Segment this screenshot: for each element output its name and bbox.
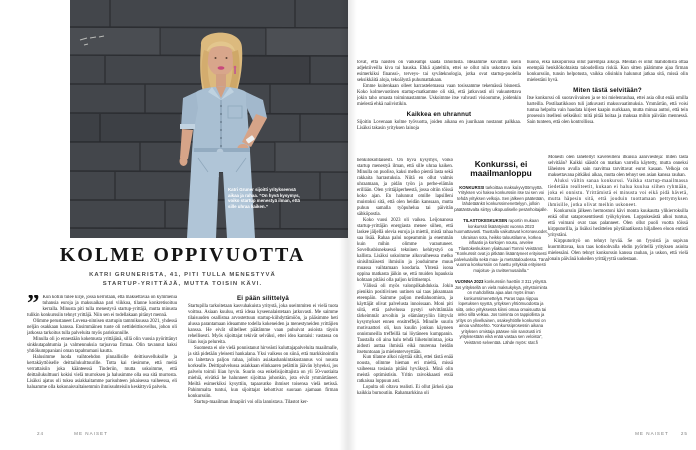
body-paragraph: Kun tilanne alkoi näyttää siltä, ettei tästä enää nousta, olimme hieman eri mieltä, missä vaiheessa tosiasia pitäisi hyväksyä. Minä olin meistä optimistisin. Yritin raivokkaasti etsiä ratkaisua loppuun asti. <box>357 355 453 385</box>
body-paragraph: Kun kotiin tulee kirje, jossa kerrotaan, että maksettavaa on kymmeniä tuhansia euroja ja maksuaikaa pari viikkoa, tilanne konkretisoituu kerralla. Minusta piti tulla menestyvä startup-yrittäjä, mutta minusta tulikin konkurssiin tehnyt yrittäjä. Niin sen ei todellakaan pitänyt mennä. <box>27 295 177 318</box>
left-page-footer <box>37 431 108 436</box>
katri-gruner-photo <box>70 0 348 238</box>
article-subtitle <box>20 271 345 290</box>
photo-illustration <box>70 0 348 238</box>
section-heading: Kaikkea en uhrannut <box>406 110 472 118</box>
body-paragraph: Olimme perustaneet Lovena-nimisen startupin tammikuussa 2021, yhdessä neljän osakkaan kanssa. Ensimmäinen tuote oli nettideittisovellus, johon oli jatkossa tarkoitus tulla palveluita myös pariskunnille. <box>27 318 177 336</box>
body-paragraph: Itse konkurssi oli suoraviivainen ja se toi mielenrauhaa, ettei asia ollut enää omilla harteilla. Postilaatikkoon tuli jatkuvasti maksuvaatimuksia. Ymmärrän, että voisi tuntua helpolta vain haudata kirjeet kaapin nurkkaan, mutta minua auttoi, että tein prosessin itselleni selkeäksi: mitä pitää hoitaa ja maksaa mihin päivään mennessä. Sain tunteen, että olen kontrollissa. <box>527 96 688 126</box>
photo-caption: Katri Gruner sijoitti yritykseensä aikaa ja rahaa. ”On hyvä kysymys, voiko startup menestyä ilman, että sille uhraa kaiken.” <box>228 187 300 210</box>
bankruptcy-infobox <box>454 160 548 351</box>
left-page-column-2 <box>188 295 338 429</box>
body-paragraph: Monesti olen lähetellyt kavereilleni itkuisia ääniviestejä: miten tästä selvitään? Kaikki säästöt on matkan varrella käytetty, mutta onneksi läheisten avulla sain raavittua tarvittavat eurot kasaan. Velkoja on maksettavana pitkäksi aikaa, mutta olen tehnyt sen asian kanssa rauhan. <box>548 155 688 178</box>
body-paragraph: Lopulta oli oltava realisti. Ei ollut järkeä ajaa kaikkia burnoutiin. Rahamarkkina oli <box>357 385 453 397</box>
section-heading: Miten tästä selvitään? <box>573 86 642 94</box>
body-paragraph: Kirpputorityö on tehnyt hyvää. Se on fyysistä ja sopivan kuormittavaa, kun taas kotisohvalla ehdin pyöritellä yrityksen asioita mielessäni. Olen tehnyt konkurssin kanssa rauhan, ja uskon, että vielä jonain päivänä kokeilen yrittäjyyttä uudestaan. <box>548 238 688 262</box>
magazine-brand: ME NAISET <box>74 431 108 436</box>
pull-quote-mark: ” <box>27 295 40 317</box>
right-page-column-b <box>527 60 688 159</box>
body-paragraph: Suomesta ei ole vielä ponnistanut hirveästi kuluttajapalveluita maailmalle, ja sitä pidetään yleisesti hankalana. Yksi vaikeus on siinä, että markkinointiin on laitettava paljon rahaa, jolloin asiakashankintakustannus voi nousta korkealle. Deittipalvelussa asiakkaan elinkaaren pelättiin jäävän lyhyeksi, jos palvelu toimii liian hyvin. Suurin osa enkelisijoittajista on yli 50-vuotiaita miehiä, eivätkä he halunneet sijoittaa johonkin, jota eivät ymmärtäneet. Meiltä esimerkiksi kysyttiin, tapaavatko ihmiset toisensa vielä netissä. Pahimmalta tuntui, kun sijoittajat kehottivat suoraan ajamaan firman konkurssiin. <box>188 346 338 400</box>
page-number: 24 <box>37 431 45 436</box>
spread-gutter <box>339 0 357 450</box>
right-page-footer <box>548 431 688 436</box>
body-paragraph: Konkurssin jälkeen hermostoni kävi monta kuukautta ylikierroksilla enkä ollut sataprosenttisesti työkykyinen. Loppukesästä alkoi tuntua, että voimani ovat taas palanneet. Olen ollut puoli vuotta töissä kirpputorilla, ja lisäksi herättelen pöytälaatikosta hiljalleen eloon entistä yritystäni. <box>548 208 688 238</box>
body-paragraph: henkilökohtaisesti. On hyvä kysymys, voiko startup menestyä ilman, että sille uhraa kaiken. Minulla on puoliso, kaksi melko pientä lasta sekä rakkaita harrastuksia. Niitä en ollut valmis uhraamaan, ja pidän työn ja perhe-elämän erillään. Olen yrittäjäperheestä, jossa oltiin töissä koko ajan. En halunnut omille lapsilleni muistoksi sitä, että olen heidän kanssaan, mutta puhun samalla työpuhelua tai päivitän sähköpostia. <box>357 158 453 217</box>
body-paragraph: huono, eikä näköpiirissä ollut parempia aikoja. Meidän ei ollut mahdollista ottaa enempää henkilökohtaista taloudellista riskiä. Kun sitten päätimme ajaa firman konkurssiin, tunsin helpotusta, vaikka olisinkin halunnut jatkaa sitä, missä olin mielestäni hyvä. <box>527 60 688 83</box>
infobox-paragraph: KONKURSSI tarkoittaa maksukyvyttömyyttä. Yrityksen voi hakea konkurssiin itse tai sen voi tehdä yrityksen velkoja. Sen jälkeen päätetään, lähdetäänkö konkurssimenettelyyn, jolloin päätäntävalta siirtyy ulkopuoliselle pesänhoitajalle. <box>454 184 548 212</box>
infobox-title: Konkurssi, ei maailmanloppu <box>470 159 532 179</box>
left-page-column-1 <box>27 295 177 429</box>
infobox-paragraph: TILASTOKESKUKSEN raportin mukaan konkurssit lisääntyivät vuonna 2023 huomattavasti. Taustalla vaikuttavat koronavuodet, Ukrainan sota, heikko taloustilanne, korkea inflaatio ja korkojen nousu, arvelee Tilastokeskuksen yliaktuaari Tommi Veistämö: ”Konkurssit ovat jo pitkään lisääntyneet erityisesti palvelualoilla sekä maa- ja metsätaloudessa. Tänä vuonna konkurssiin on haettu yrityksiä erityisesti majoitus- ja ravitsemusalalla.” <box>454 218 548 273</box>
article-title: KOLME OPPIVUOTTA <box>59 244 306 266</box>
body-paragraph: Sijoitin Lovenaan kolme työvuotta, joiden aikana en juurikaan nostanut palkkaa. Lisäksi takasin yrityksen lainoja <box>357 120 521 132</box>
body-paragraph: Koko vuosi 2023 oli vaikea. Leijonanosa startup-yrittäjän energiasta menee siihen, että laskee jäljellä olevia euroja ja miettii, mistä rahaa saa lisää. Rahaa paloi nopeammin ja enemmän kuin mihin olimme varautuneet. Sovellusbisneksessä tekninen kehitystyö on kallista. Lisäksi uskoimme alkuvaiheessa melko sinisilmäisesti ihmisiin ja jouduimme muun muassa vaihtamaan koodaria. Yhtenä isona oppina matkasta jäikin se, että muiden lupauksia kohtaan pitäisi olla paljon kriittisempi. <box>357 217 453 283</box>
right-page-lower-right-column <box>548 155 688 445</box>
right-page-lower-left-column <box>357 158 453 445</box>
body-paragraph: Välissä oli myös valonpilkahduksia. Jokin pienikin positiivinen uutinen sai taas jaksamaan eteenpäin. Saimme paljon mediahuomiota, ja käyttäjät olivat palvelusta innoissaan. Moni piti siitä, että palvelussa pystyi selvittämään tärkeimmät arvoihin ja elämäntyyliin liittyvät kysymykset ennen ensitreffejä. Minulle suurin motivaattori oli, kun kuulin jonkun käyneen onnistuneilla treffeillä tai löytäneen kumppanin. Taustalla oli aina halu tehdä liiketoimintaa, joka aidosti auttaa ihmisiä eikä murenna heidän itsetuntoaan ja mielenterveyttään. <box>357 283 453 355</box>
magazine-brand: ME NAISET <box>635 431 669 436</box>
page-number: 25 <box>680 431 688 436</box>
body-paragraph: tovat, että naisten on vaikeampi saada rahoitusta. Ideaamme kuvattiin usein adjektiiveilla kiva tai hauska. Ehkä ajateltiin, ettei se ollut niin uskottava kuin esimerkiksi finanssi-, terveys- tai syväteknologia, jotka ovat startup-puolella seksikkäitä aloja, tekoälystä puhumattakaan. <box>357 60 521 83</box>
body-paragraph: Minulla oli jo ennestään kokemusta yrittäjänä, sillä olin vuosia pyörittänyt sinkkutapahtumia ja valmennuksia tarjoavaa firmaa. Olin tavannut kaksi yhtiökumppaniani oman tapahtumani kautta. <box>27 336 177 354</box>
body-paragraph: Aluksi vältin sanaa konkurssi. Vaikka startup-maailmassa tiedetään realiteetit, kukaan ei halua kuulua siihen ryhmään, joka ei onnistu. Yrittämistä ei minusta voi eikä pidä hävetä, mutta häpesin sitä, että jouduin tuottamaan pettymyksen ihmisille, jotka olivat meihin uskoneet. <box>548 178 688 208</box>
body-paragraph: Startup-maailman ilmapiiri voi olla lannistava. Tilastot ker- <box>194 400 309 405</box>
right-page-column-a <box>357 60 521 157</box>
body-paragraph: Halusimme luoda vaihtoehdon pinnallisille deittisovelluksille ja kertakäyttöiselle deittailukulttuurille. Totta kai tiesimme, että meitä verrattaisiin joka käänteessä Tinderiin, mutta uskoimme, että deittailukulttuuri kokisi vielä murroksen ja halusimme olla osa sitä murrosta. Lisäksi ajatus oli tukea asiakkaitamme parisuhteen jokaisessa vaiheessa, eli haluamme olla kokonaisvaltaisemmin ihmissuhteisiin keskittyvä palvelu. <box>27 354 177 390</box>
section-heading: Ei pään silittelyä <box>236 295 290 302</box>
subtitle-line: STARTUP-YRITTÄJÄ, MUTTA TOISIN KÄVI. <box>102 281 263 288</box>
infobox-paragraph: VUONNA 2023 konkurssiin haettiin 3 311 yritystä. Jos yrityksellä on vielä maksukykyä, yritystoiminta on mahdollista ajaa alas myös ilman konkurssimenettelyä. Paras tapa riippuu lopetuksen syystä, yrityksen yhtiömuodosta ja siitä, onko yrityksessä kiinni omaa omaisuutta tai onko sillä velkaa. Jos toiminta on tappiollista ja yritys on ylivelkainen, osakeyhtiölle konkurssi on ainoa vaihtoehto. ”Konkurssiprosessin aikana yrityksen omistaja pääsee niin sanotusti irti yrityksestään eikä enää vastaa sen veloista”, Veistämö selventää. Lähde myös: stat.fi <box>454 279 548 346</box>
body-paragraph: Emme kuitenkaan olleet harrastelemassa vaan tosissamme tekemässä bisnestä. Koko kolmevuotinen startup-matkamme oli sitä, että jatkuvasti oli vakuutettava jokin taho omasta toiminnastamme. Uskoimme itse vahvasti visioomme, joidenkin mielestä ehkä naiivistikin. <box>357 83 521 107</box>
subtitle-line: KATRI GRUNERISTA, 41, PITI TULLA MENESTYVÄ <box>89 272 276 278</box>
body-paragraph: Startupilla tarkoitetaan kasvuhakuista yritystä, joka useimmiten ei vielä tuota voittoa. Asiaan kuuluu, että ideaa kyseenalaistetaan jatkuvasti. Me saimme tilaisuuden osallistua arvostettuun startup-kiihdyttämöön, ja pääsimme heti alussa parantamaan ideaamme todella kokeneiden ja menestyneiden yrittäjien kanssa. He eivät silitelleet päätämme vaan puhuivat asioista täysin rehellisesti. Myös sijoittajat tekivät selväksi, ettei idea kantaisi: vastassa on liian isoja pelureita. <box>188 304 338 346</box>
